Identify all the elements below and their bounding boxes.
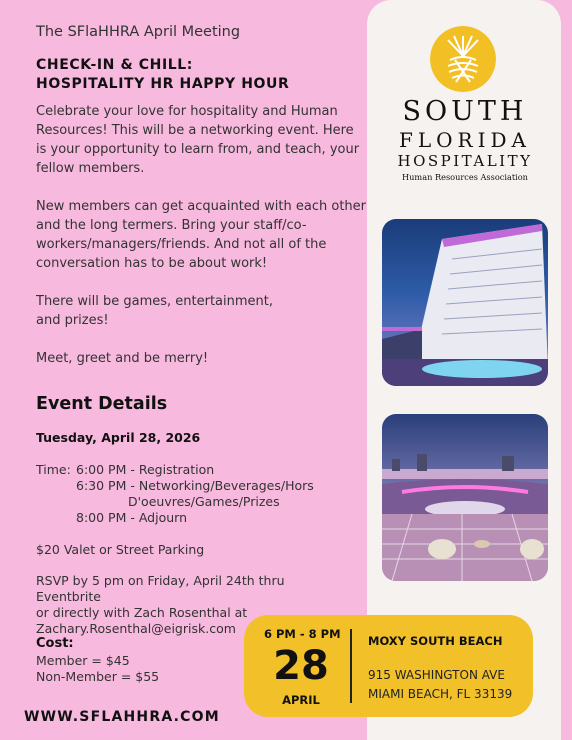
rooftop-pool-image: [382, 414, 548, 581]
logo-text-hra: Human Resources Association: [402, 172, 528, 182]
logo-text-florida: FLORIDA: [399, 128, 531, 152]
rooftop-pool-photo: [382, 414, 548, 581]
event-box-divider: [350, 629, 352, 703]
paragraph-games: There will be games, entertainment, and prizes!: [36, 294, 273, 328]
website-link[interactable]: WWW.SFLAHHRA.COM: [24, 709, 220, 725]
paragraph-new-members: New members can get acquainted with each other and the long termers. Bring your staff/co-workers/managers/friends. And not all of the conversation has to be about work!: [36, 199, 367, 271]
schedule-text: - Adjourn: [130, 510, 187, 525]
schedule-row: [36, 478, 314, 494]
intro-section: [36, 24, 366, 387]
headline-line-2: HOSPITALITY HR HAPPY HOUR: [36, 76, 290, 92]
logo-text-hospitality: HOSPITALITY: [397, 152, 533, 170]
schedule-row: [36, 462, 314, 478]
pineapple-logo-icon: [430, 26, 496, 92]
schedule-time: 8:00 PM: [76, 510, 127, 525]
hotel-exterior-photo: [382, 219, 548, 386]
schedule-row: [36, 494, 314, 510]
event-day: 28: [273, 643, 329, 689]
venue-address-street: 915 WASHINGTON AVE: [368, 668, 505, 682]
event-month: APRIL: [282, 693, 320, 707]
rsvp-email-link[interactable]: Zachary.Rosenthal@eigrisk.com: [36, 621, 236, 636]
parking-info: $20 Valet or Street Parking: [36, 542, 205, 557]
paragraph-meet: Meet, greet and be merry!: [36, 351, 209, 366]
cost-member: Member = $45: [36, 653, 130, 668]
headline: [36, 56, 366, 94]
schedule-text: D'oeuvres/Games/Prizes: [128, 494, 280, 509]
rsvp-line: or directly with Zach Rosenthal at: [36, 605, 248, 620]
rsvp-line: RSVP by 5 pm on Friday, April 24th thru Eventbrite: [36, 573, 285, 604]
event-time-range: 6 PM - 8 PM: [264, 627, 341, 641]
event-summary-box: [244, 615, 533, 717]
schedule-text: - Networking/Beverages/Hors: [130, 478, 314, 493]
event-date: Tuesday, April 28, 2026: [36, 430, 201, 445]
event-details-title: Event Details: [36, 394, 168, 414]
hotel-exterior-image: [382, 219, 548, 386]
venue-name: MOXY SOUTH BEACH: [368, 634, 503, 648]
schedule-time: 6:30 PM: [76, 478, 127, 493]
cost-non-member: Non-Member = $55: [36, 669, 160, 684]
schedule-text: - Registration: [130, 462, 215, 477]
schedule-time: 6:00 PM: [76, 462, 127, 477]
cost-list: [36, 653, 159, 685]
headline-line-1: CHECK-IN & CHILL:: [36, 57, 193, 73]
association-logo: [380, 20, 550, 190]
schedule-row: [36, 510, 314, 526]
meeting-title: The SFlaHHRA April Meeting: [36, 24, 241, 40]
schedule: [36, 462, 314, 526]
logo-text-south: SOUTH: [402, 96, 528, 127]
paragraph-celebrate: Celebrate your love for hospitality and Human Resources! This will be a networking event. Here is your opportunity to learn from, and teach, your fellow members.: [36, 104, 360, 176]
time-label: Time:: [36, 462, 71, 477]
cost-title: Cost:: [36, 636, 74, 651]
venue-address-city: MIAMI BEACH, FL 33139: [368, 687, 513, 701]
